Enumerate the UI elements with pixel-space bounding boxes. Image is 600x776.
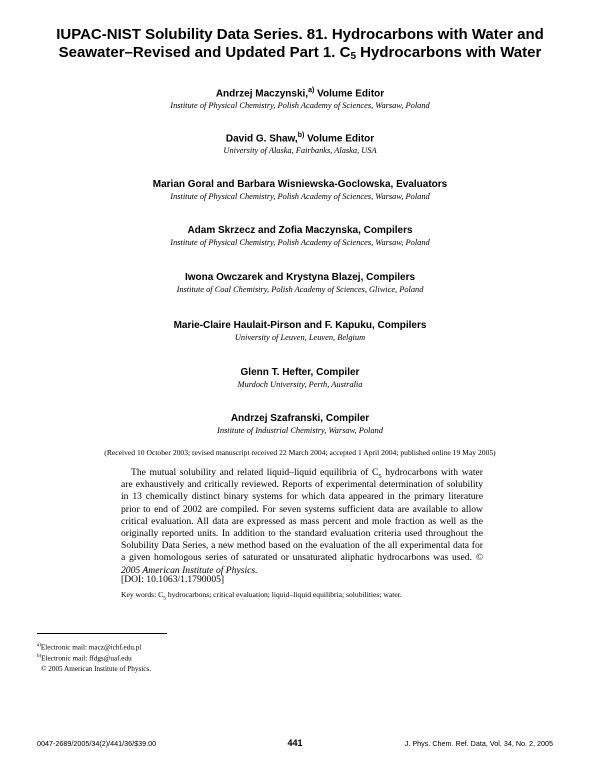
author-affiliation: University of Leuven, Leuven, Belgium bbox=[234, 333, 366, 342]
author-name: Iwona Owczarek and Krystyna Blazej, Compilers bbox=[184, 272, 416, 283]
author-block bbox=[0, 129, 600, 156]
author-role: Volume Editor bbox=[304, 133, 375, 145]
title-line-2 bbox=[0, 44, 600, 62]
doi: [DOI: 10.1063/1.1790005] bbox=[121, 574, 225, 585]
abstract-text-cont: hydrocarbons with water are exhaustively and critically reviewed. Reports of experimental determination of solubility in 13 chemically distinct binary systems for which data appeared in the primary literature prior to end of 2002 are compiled. For seven systems sufficient data are available to allow critical evaluation. All data are expressed as mass percent and mole fraction as well as the originally reported units. In addition to the standard evaluation criteria used throughout the Solubility Data Series, a new method based on the evaluation of the all experimental data for a given homologous series of saturated or unsaturated aliphatic hydrocarbons was used. bbox=[121, 467, 483, 564]
title-line-2-text: Seawater–Revised and Updated Part 1. C bbox=[58, 44, 351, 61]
author-affiliation: Institute of Industrial Chemistry, Warsaw, Poland bbox=[217, 426, 383, 435]
author-block bbox=[0, 319, 600, 343]
author-affiliation: Institute of Physical Chemistry, Polish Academy of Sciences, Warsaw, Poland bbox=[170, 238, 430, 247]
author-footnote-mark: a) bbox=[308, 87, 315, 94]
author-name: Marian Goral and Barbara Wisniewska-Goclowska, Evaluators bbox=[152, 179, 448, 190]
keywords-list: hydrocarbons; critical evaluation; liquid–liquid equilibria; solubilities; water. bbox=[165, 590, 402, 599]
footnote bbox=[37, 652, 151, 663]
title-subscript: 5 bbox=[350, 51, 357, 62]
keywords-subscript: 5 bbox=[163, 595, 166, 602]
abstract-subscript: 5 bbox=[378, 472, 382, 480]
paper-title bbox=[0, 26, 600, 62]
author-name-text: Andrzej Maczynski, bbox=[215, 88, 309, 100]
footnote bbox=[37, 641, 151, 652]
footnote-text: Electronic mail: macz@ichf.edu.pl bbox=[40, 643, 142, 652]
footnote-text: © 2005 American Institute of Physics. bbox=[41, 664, 152, 673]
footnote-divider bbox=[37, 633, 167, 634]
author-affiliation: Institute of Physical Chemistry, Polish Academy of Sciences, Warsaw, Poland bbox=[170, 192, 430, 201]
author-name bbox=[0, 129, 600, 145]
author-footnote-mark: b) bbox=[297, 132, 305, 139]
author-block bbox=[0, 271, 600, 295]
title-line-2-end: Hydrocarbons with Water bbox=[356, 44, 542, 61]
author-name bbox=[0, 84, 600, 100]
keywords-label: Key words: C bbox=[121, 590, 164, 599]
received-dates: (Received 10 October 2003; revised manuscript received 22 March 2004; accepted 1 April 2004; published online 19 May 2005) bbox=[104, 448, 496, 457]
author-affiliation: Institute of Coal Chemistry, Polish Academy of Sciences, Gliwice, Poland bbox=[176, 285, 424, 294]
page-number: 441 bbox=[287, 738, 303, 748]
footnotes bbox=[37, 641, 151, 674]
author-block bbox=[0, 412, 600, 436]
author-name: Andrzej Szafranski, Compiler bbox=[230, 413, 370, 424]
author-role: Volume Editor bbox=[314, 88, 385, 100]
abstract-copyright: © 2005 American Institute of Physics. bbox=[121, 552, 483, 576]
footer-code: 0047-2689/2005/34(2)/441/36/$39.00 bbox=[37, 739, 157, 748]
author-name: Adam Skrzecz and Zofia Maczynska, Compilers bbox=[187, 225, 413, 236]
author-name-text: David G. Shaw, bbox=[225, 133, 298, 145]
author-affiliation: University of Alaska, Fairbanks, Alaska, USA bbox=[223, 146, 377, 156]
footnote-mark: b) bbox=[37, 654, 42, 660]
abstract-text: The mutual solubility and related liquid–liquid equilibria of C bbox=[131, 467, 379, 478]
journal-citation: J. Phys. Chem. Ref. Data, Vol. 34, No. 2, 2005 bbox=[404, 739, 553, 748]
footnote-text: Electronic mail: ffdgs@uaf.edu bbox=[41, 654, 132, 663]
author-block bbox=[0, 178, 600, 202]
author-name: Glenn T. Hefter, Compiler bbox=[240, 367, 360, 378]
author-name: Marie-Claire Haulait-Pirson and F. Kapuku, Compilers bbox=[173, 320, 427, 331]
author-block bbox=[0, 224, 600, 248]
title-line-1: IUPAC-NIST Solubility Data Series. 81. Hydrocarbons with Water and bbox=[56, 26, 544, 43]
keywords bbox=[121, 590, 491, 600]
author-block bbox=[0, 366, 600, 390]
author-affiliation: Institute of Physical Chemistry, Polish Academy of Sciences, Warsaw, Poland bbox=[170, 101, 430, 111]
footnote-mark: a) bbox=[37, 643, 41, 648]
author-block bbox=[0, 84, 600, 111]
abstract bbox=[121, 467, 483, 577]
author-affiliation: Murdoch University, Perth, Australia bbox=[237, 380, 363, 389]
footnote bbox=[37, 664, 151, 674]
